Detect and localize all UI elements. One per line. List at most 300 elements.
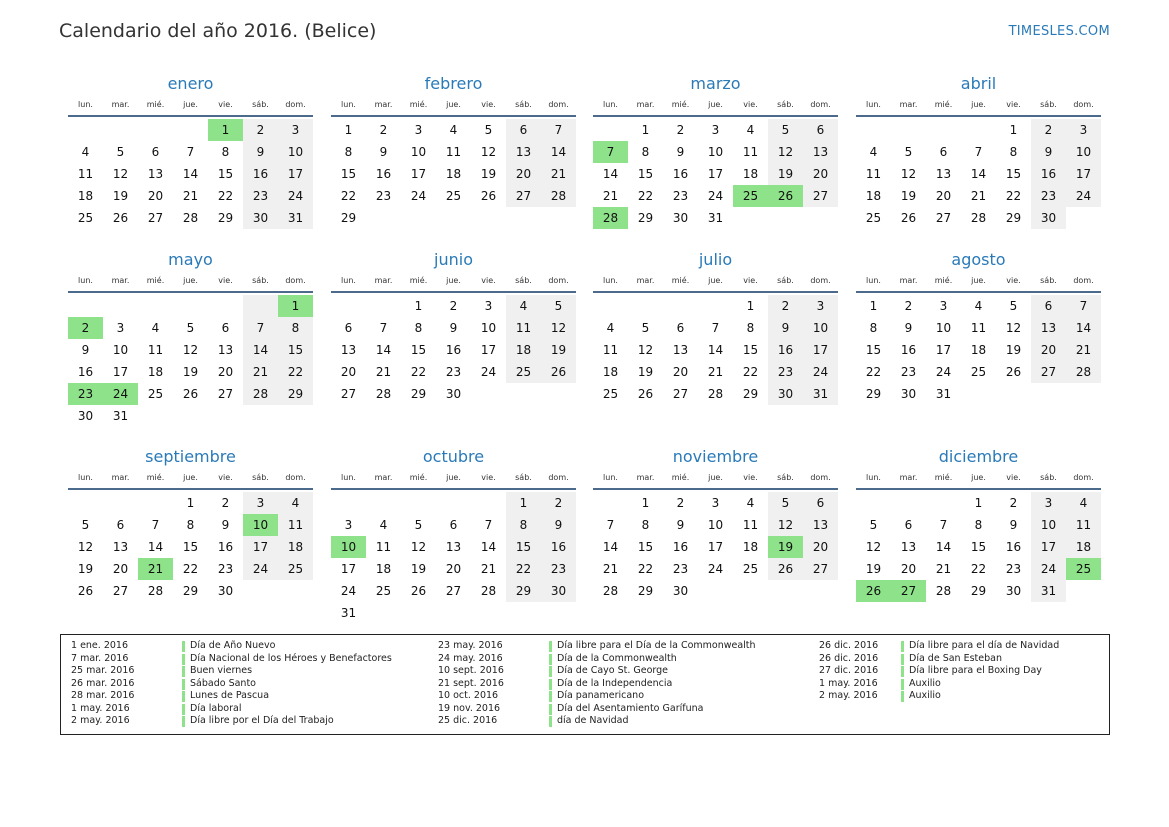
holiday-name: Día libre por el Día del Trabajo (190, 715, 334, 726)
empty-cell (208, 405, 243, 427)
weekend-day: 16 (243, 163, 278, 185)
weekend-day: 29 (278, 383, 313, 405)
empty-cell (593, 492, 628, 514)
weekday-label: sáb. (1040, 100, 1057, 109)
empty-cell (103, 492, 138, 514)
holiday-day: 27 (891, 580, 926, 602)
day-cell: 23 (672, 562, 689, 576)
weekday-label: dom. (1073, 473, 1094, 482)
empty-cell (961, 119, 996, 141)
weekend-day: 28 (243, 383, 278, 405)
day-cell: 10 (935, 321, 952, 335)
day-cell: 16 (77, 365, 94, 379)
day-cell: 17 (112, 365, 129, 379)
weekend-day: 18 (278, 536, 313, 558)
empty-cell (436, 492, 471, 514)
day-cell: 14 (147, 540, 164, 554)
weekend-day: 25 (278, 558, 313, 580)
day-cell: 27 (935, 211, 952, 225)
empty-cell (243, 405, 278, 427)
weekday-label: mié. (671, 473, 690, 482)
day-cell: 14 (707, 343, 724, 357)
month-octubre (331, 447, 576, 624)
legend-row (819, 653, 1159, 666)
day-cell: 11 (742, 518, 759, 532)
empty-cell (891, 119, 926, 141)
month-enero (68, 74, 313, 229)
empty-cell (628, 295, 663, 317)
weekend-day: 9 (541, 514, 576, 536)
legend-row (819, 640, 1159, 653)
day-cell: 17 (340, 562, 357, 576)
day-cell: 31 (935, 387, 952, 401)
day-cell: 15 (742, 343, 759, 357)
day-cell: 1 (414, 299, 423, 313)
day-cell: 22 (182, 562, 199, 576)
day-cell: 22 (637, 562, 654, 576)
day-cell: 9 (221, 518, 230, 532)
empty-cell (331, 492, 366, 514)
weekend-day: 24 (243, 558, 278, 580)
month-name: octubre (422, 447, 485, 466)
day-cell: 4 (746, 496, 755, 510)
weekend-day: 27 (803, 558, 838, 580)
day-cell: 3 (484, 299, 493, 313)
legend-row (438, 640, 778, 653)
day-cell: 17 (935, 343, 952, 357)
day-cell: 21 (602, 189, 619, 203)
weekday-label: dom. (810, 473, 831, 482)
holiday-name: día de Navidad (557, 715, 629, 726)
day-cell: 13 (112, 540, 129, 554)
legend-row (71, 678, 411, 691)
empty-cell (926, 492, 961, 514)
holiday-date: 19 nov. 2016 (438, 702, 501, 714)
weekday-label: dom. (810, 276, 831, 285)
legend-row (438, 665, 778, 678)
weekday-label: lun. (78, 473, 93, 482)
holiday-day: 10 (331, 536, 366, 558)
holiday-marker (549, 666, 552, 677)
day-cell: 28 (707, 387, 724, 401)
holiday-marker (182, 704, 185, 715)
day-cell: 2 (1009, 496, 1018, 510)
day-cell: 6 (904, 518, 913, 532)
weekend-day: 15 (506, 536, 541, 558)
day-cell: 11 (602, 343, 619, 357)
holiday-date: 26 dic. 2016 (819, 652, 879, 664)
day-cell: 20 (147, 189, 164, 203)
day-grid (593, 295, 838, 405)
day-cell: 16 (375, 167, 392, 181)
empty-cell (278, 580, 313, 602)
day-cell: 7 (939, 518, 948, 532)
holiday-marker (901, 654, 904, 665)
weekend-day: 31 (803, 383, 838, 405)
holiday-date: 2 may. 2016 (71, 715, 130, 726)
day-grid (68, 492, 313, 602)
day-cell: 5 (81, 518, 90, 532)
weekend-day: 13 (1031, 317, 1066, 339)
weekend-day: 6 (1031, 295, 1066, 317)
weekday-label: dom. (548, 100, 569, 109)
weekday-label: vie. (481, 473, 496, 482)
legend-row (819, 665, 1159, 678)
day-cell: 13 (147, 167, 164, 181)
day-cell: 7 (379, 321, 388, 335)
empty-cell (243, 580, 278, 602)
legend-row (819, 690, 1159, 703)
weekday-label: vie. (1006, 276, 1021, 285)
holiday-marker (549, 716, 552, 727)
day-cell: 29 (865, 387, 882, 401)
legend-row (71, 665, 411, 678)
day-cell: 16 (217, 540, 234, 554)
day-cell: 4 (974, 299, 983, 313)
day-cell: 13 (217, 343, 234, 357)
weekday-label: sáb. (777, 276, 794, 285)
weekday-label: vie. (1006, 100, 1021, 109)
day-cell: 4 (379, 518, 388, 532)
weekend-day: 17 (1031, 536, 1066, 558)
day-cell: 12 (480, 145, 497, 159)
day-cell: 24 (410, 189, 427, 203)
day-cell: 28 (375, 387, 392, 401)
day-cell: 21 (480, 562, 497, 576)
holiday-name: Día de Cayo St. George (557, 665, 669, 676)
legend-row (438, 678, 778, 691)
day-cell: 13 (672, 343, 689, 357)
weekday-label: lun. (603, 100, 618, 109)
day-cell: 20 (340, 365, 357, 379)
weekend-day: 5 (541, 295, 576, 317)
holiday-date: 23 may. 2016 (438, 640, 503, 651)
weekend-day: 27 (803, 185, 838, 207)
empty-cell (996, 383, 1031, 405)
weekday-label: lun. (341, 276, 356, 285)
holiday-name: Día libre para el día de Navidad (909, 640, 1060, 651)
day-cell: 10 (410, 145, 427, 159)
day-cell: 5 (484, 123, 493, 137)
day-cell: 20 (672, 365, 689, 379)
day-cell: 14 (935, 540, 952, 554)
day-cell: 12 (900, 167, 917, 181)
weekend-day: 12 (541, 317, 576, 339)
weekend-day: 30 (768, 383, 803, 405)
empty-cell (926, 119, 961, 141)
divider (593, 291, 838, 293)
day-cell: 15 (865, 343, 882, 357)
day-grid (331, 492, 576, 624)
weekend-day: 24 (278, 185, 313, 207)
day-cell: 23 (445, 365, 462, 379)
weekday-header (593, 274, 838, 288)
weekday-label: mar. (899, 473, 918, 482)
day-cell: 6 (449, 518, 458, 532)
month-name: enero (167, 74, 214, 93)
holiday-date: 1 ene. 2016 (71, 640, 128, 651)
empty-cell (856, 492, 891, 514)
weekday-header (593, 471, 838, 485)
weekday-label: lun. (866, 473, 881, 482)
weekend-day: 11 (506, 317, 541, 339)
weekend-day: 23 (768, 361, 803, 383)
month-name: mayo (168, 250, 213, 269)
empty-cell (541, 207, 576, 229)
holiday-day: 25 (733, 185, 768, 207)
holiday-day: 1 (208, 119, 243, 141)
empty-cell (138, 405, 173, 427)
day-cell: 20 (445, 562, 462, 576)
weekend-day: 14 (1066, 317, 1101, 339)
day-cell: 29 (637, 584, 654, 598)
empty-cell (208, 295, 243, 317)
day-cell: 30 (672, 211, 689, 225)
divider (856, 488, 1101, 490)
day-cell: 26 (182, 387, 199, 401)
day-cell: 13 (445, 540, 462, 554)
day-cell: 20 (112, 562, 129, 576)
holiday-day: 26 (856, 580, 891, 602)
weekday-label: lun. (603, 276, 618, 285)
day-cell: 17 (707, 167, 724, 181)
day-cell: 7 (606, 518, 615, 532)
month-name: noviembre (672, 447, 759, 466)
weekend-day: 26 (768, 558, 803, 580)
day-cell: 10 (480, 321, 497, 335)
day-cell: 1 (974, 496, 983, 510)
day-cell: 21 (970, 189, 987, 203)
day-cell: 8 (641, 518, 650, 532)
holiday-marker (182, 654, 185, 665)
weekend-day: 17 (278, 163, 313, 185)
weekend-day: 31 (1031, 580, 1066, 602)
month-septiembre (68, 447, 313, 602)
month-marzo (593, 74, 838, 229)
day-cell: 18 (375, 562, 392, 576)
day-cell: 28 (935, 584, 952, 598)
day-cell: 28 (147, 584, 164, 598)
empty-cell (138, 295, 173, 317)
day-grid (856, 492, 1101, 602)
weekday-label: dom. (285, 473, 306, 482)
empty-cell (803, 207, 838, 229)
holiday-day: 21 (138, 558, 173, 580)
empty-cell (541, 602, 576, 624)
day-cell: 15 (637, 540, 654, 554)
legend-row (438, 703, 778, 716)
weekday-label: mié. (671, 276, 690, 285)
holiday-name: Día libre para el Día de la Commonwealth (557, 640, 756, 651)
weekend-day: 11 (278, 514, 313, 536)
holiday-name: Buen viernes (190, 665, 253, 676)
holiday-name: Día del Asentamiento Garífuna (557, 702, 704, 714)
day-cell: 22 (865, 365, 882, 379)
day-cell: 26 (480, 189, 497, 203)
divider (856, 291, 1101, 293)
weekday-label: sáb. (1040, 473, 1057, 482)
weekday-label: vie. (743, 276, 758, 285)
day-cell: 9 (676, 145, 685, 159)
legend-row (71, 715, 411, 728)
day-cell: 9 (676, 518, 685, 532)
holiday-day: 25 (1066, 558, 1101, 580)
weekend-day: 3 (1031, 492, 1066, 514)
empty-cell (803, 580, 838, 602)
day-cell: 6 (939, 145, 948, 159)
day-cell: 18 (445, 167, 462, 181)
weekday-label: lun. (341, 100, 356, 109)
divider (68, 115, 313, 117)
weekend-day: 14 (541, 141, 576, 163)
day-cell: 12 (182, 343, 199, 357)
empty-cell (401, 207, 436, 229)
weekday-header (856, 274, 1101, 288)
month-name: marzo (690, 74, 741, 93)
empty-cell (891, 492, 926, 514)
weekday-label: mar. (636, 276, 655, 285)
holiday-marker (182, 666, 185, 677)
holiday-date: 26 dic. 2016 (819, 640, 879, 651)
day-cell: 30 (217, 584, 234, 598)
holiday-date: 25 mar. 2016 (71, 665, 135, 676)
day-cell: 9 (379, 145, 388, 159)
empty-cell (856, 119, 891, 141)
day-cell: 18 (742, 167, 759, 181)
brand-link[interactable]: TIMESLES.COM (1008, 24, 1110, 39)
holiday-marker (901, 641, 904, 652)
day-cell: 7 (974, 145, 983, 159)
day-cell: 26 (637, 387, 654, 401)
day-cell: 18 (147, 365, 164, 379)
day-cell: 3 (116, 321, 125, 335)
holiday-day: 2 (68, 317, 103, 339)
weekend-day: 6 (803, 492, 838, 514)
weekend-day: 1 (506, 492, 541, 514)
day-cell: 5 (186, 321, 195, 335)
day-cell: 2 (449, 299, 458, 313)
empty-cell (278, 405, 313, 427)
month-name: julio (698, 250, 733, 269)
legend-row (71, 703, 411, 716)
day-cell: 29 (217, 211, 234, 225)
weekend-day: 13 (803, 514, 838, 536)
weekend-day: 16 (541, 536, 576, 558)
weekday-label: sáb. (252, 100, 269, 109)
weekend-day: 28 (1066, 361, 1101, 383)
day-cell: 10 (112, 343, 129, 357)
day-cell: 18 (970, 343, 987, 357)
page-title: Calendario del año 2016. (Belice) (59, 20, 377, 42)
holiday-marker (182, 691, 185, 702)
day-cell: 6 (344, 321, 353, 335)
weekday-label: dom. (810, 100, 831, 109)
day-cell: 21 (707, 365, 724, 379)
empty-cell (366, 207, 401, 229)
holiday-date: 24 may. 2016 (438, 652, 503, 664)
day-cell: 11 (77, 167, 94, 181)
month-name: junio (434, 250, 473, 269)
day-cell: 17 (480, 343, 497, 357)
empty-cell (68, 492, 103, 514)
weekend-day: 8 (278, 317, 313, 339)
weekend-day: 27 (1031, 361, 1066, 383)
holiday-day: 28 (593, 207, 628, 229)
day-cell: 13 (935, 167, 952, 181)
empty-cell (1066, 383, 1101, 405)
weekend-day: 10 (1031, 514, 1066, 536)
holiday-name: Día Nacional de los Héroes y Benefactores (190, 652, 392, 664)
day-cell: 1 (869, 299, 878, 313)
day-grid (593, 119, 838, 229)
day-cell: 21 (182, 189, 199, 203)
day-cell: 22 (1005, 189, 1022, 203)
day-cell: 14 (602, 540, 619, 554)
day-cell: 24 (707, 189, 724, 203)
day-cell: 4 (151, 321, 160, 335)
day-cell: 9 (904, 321, 913, 335)
holiday-name: Día de la Independencia (557, 677, 673, 689)
day-cell: 5 (414, 518, 423, 532)
weekday-label: sáb. (515, 473, 532, 482)
holiday-date: 26 mar. 2016 (71, 677, 135, 689)
day-cell: 22 (410, 365, 427, 379)
day-cell: 20 (935, 189, 952, 203)
holiday-marker (901, 679, 904, 690)
weekday-label: mar. (111, 276, 130, 285)
day-cell: 2 (676, 123, 685, 137)
holiday-name: Día de San Esteban (909, 652, 1002, 664)
weekend-day: 7 (1066, 295, 1101, 317)
day-grid (856, 119, 1101, 229)
empty-cell (401, 602, 436, 624)
day-cell: 27 (340, 387, 357, 401)
empty-cell (436, 602, 471, 624)
month-junio (331, 250, 576, 405)
day-cell: 12 (77, 540, 94, 554)
day-cell: 16 (1005, 540, 1022, 554)
weekday-label: lun. (603, 473, 618, 482)
weekday-label: jue. (446, 100, 461, 109)
day-cell: 8 (641, 145, 650, 159)
day-cell: 23 (900, 365, 917, 379)
weekend-day: 4 (506, 295, 541, 317)
month-name: diciembre (938, 447, 1019, 466)
day-cell: 23 (672, 189, 689, 203)
empty-cell (1066, 207, 1101, 229)
weekend-day: 17 (803, 339, 838, 361)
day-cell: 15 (217, 167, 234, 181)
day-cell: 1 (641, 496, 650, 510)
weekend-day: 23 (243, 185, 278, 207)
holiday-date: 10 oct. 2016 (438, 690, 499, 701)
holiday-day: 1 (278, 295, 313, 317)
empty-cell (961, 383, 996, 405)
weekend-day: 2 (243, 119, 278, 141)
weekend-day: 4 (278, 492, 313, 514)
day-cell: 27 (147, 211, 164, 225)
empty-cell (366, 492, 401, 514)
weekend-day: 27 (506, 185, 541, 207)
legend-row (438, 690, 778, 703)
day-cell: 18 (77, 189, 94, 203)
weekend-day: 2 (1031, 119, 1066, 141)
weekday-label: vie. (743, 100, 758, 109)
empty-cell (733, 580, 768, 602)
empty-cell (768, 580, 803, 602)
day-cell: 8 (974, 518, 983, 532)
day-cell: 25 (970, 365, 987, 379)
